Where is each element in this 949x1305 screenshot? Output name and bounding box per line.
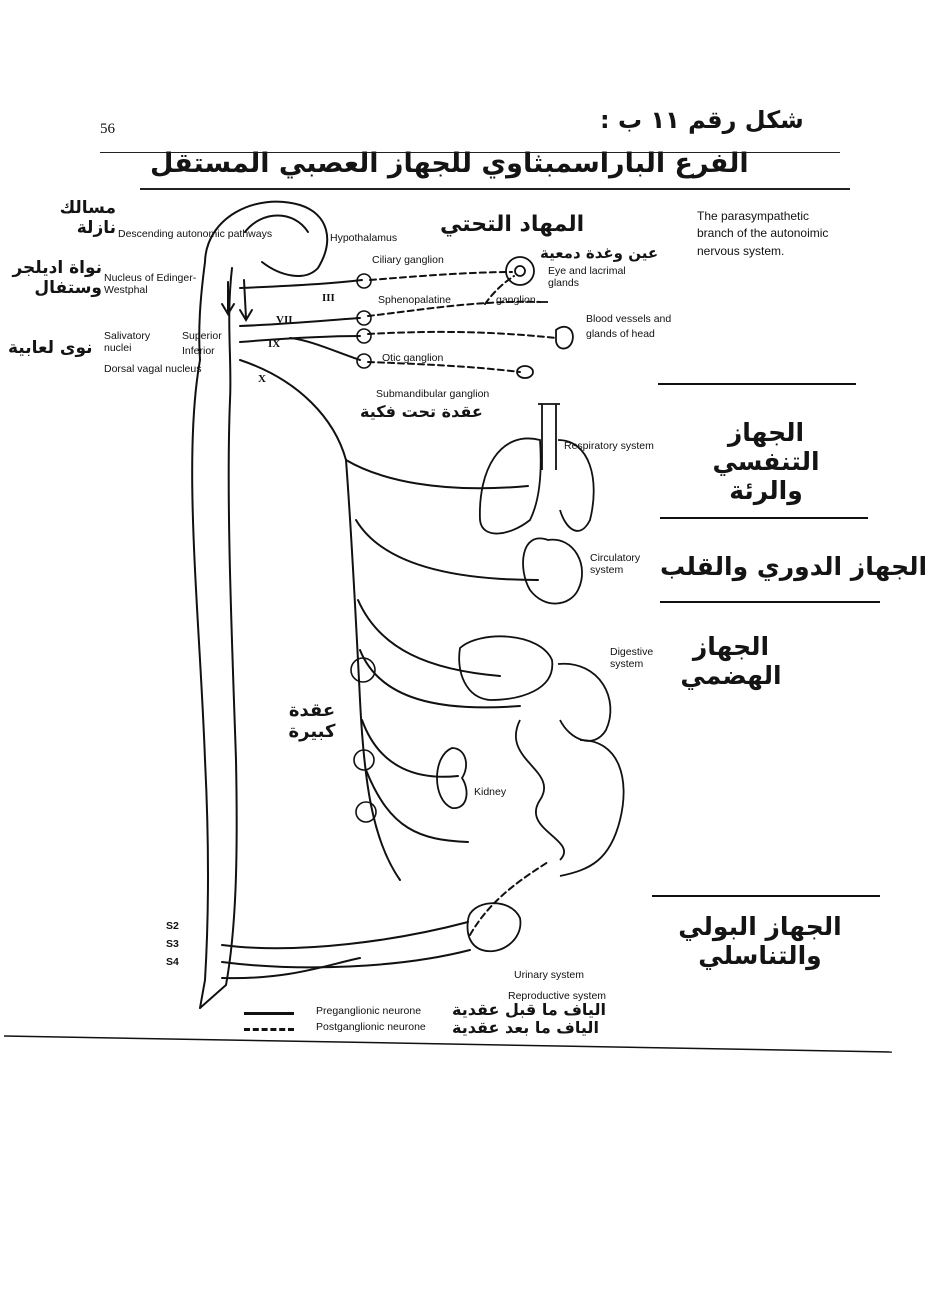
label-eye: Eye and lacrimal glands (548, 265, 626, 290)
note-circulatory: الجهاز الدوري والقلب (660, 552, 928, 581)
vagus-trunk (240, 360, 400, 880)
label-salivatory: Salivatory nuclei (104, 330, 151, 355)
label-s3: S3 (166, 938, 179, 950)
vagus-digestive-2 (360, 650, 520, 707)
spinal-cord-left (192, 360, 208, 1008)
note-ganglion: عقدة كبيرة (288, 700, 336, 742)
nerve-label-x: X (258, 373, 266, 385)
nerve-label-vii: VII (276, 314, 293, 326)
note-eye: عين وغدة دمعية (540, 244, 659, 262)
liver-organ (459, 636, 552, 700)
note-urogenital: الجهاز البولي والتناسلي (678, 912, 842, 970)
label-otic: Otic ganglion (382, 352, 444, 364)
nerve-submand-preganglionic (290, 338, 360, 360)
label-submand: Submandibular ganglion (376, 388, 490, 400)
label-s2: S2 (166, 920, 179, 932)
submand-ganglion-circle (357, 354, 371, 368)
label-reproductive: Reproductive system (508, 990, 607, 1002)
vagus-kidney (362, 720, 458, 777)
sacral-dash (470, 862, 548, 935)
figure-number-label: شكل رقم ١١ ب : (600, 106, 804, 134)
intestine-organ (516, 720, 624, 876)
label-respiratory: Respiratory system (564, 440, 654, 452)
page-number: 56 (100, 121, 115, 137)
note-nucleus: نواة اديلجر وستفال (12, 258, 102, 298)
label-descending: Descending autonomic pathways (118, 228, 273, 240)
note-submand: عقدة تحت فكية (360, 402, 483, 421)
label-hypothalamus: Hypothalamus (330, 232, 398, 244)
label-superior: Superior (182, 330, 222, 342)
legend-preganglionic-line (244, 1012, 294, 1015)
nerve-vii-preganglionic (240, 318, 360, 326)
note-hypothalamus: المهاد التحتي (440, 212, 585, 237)
stomach-organ (558, 664, 610, 741)
vagus-colon (366, 770, 468, 842)
figure-title-arabic: الفرع الباراسمبثاوي للجهاز العصبي المستقل (150, 148, 749, 179)
label-dorsal-vagal: Dorsal vagal nucleus (104, 363, 202, 375)
label-digestive: Digestive system (610, 646, 654, 671)
label-inferior: Inferior (182, 345, 215, 357)
page-bottom-rule (4, 1036, 892, 1052)
kidney-organ (437, 748, 467, 808)
legend-postganglionic-line (244, 1028, 294, 1031)
label-nucleus-ew: Nucleus of Edinger-Westphal (104, 272, 197, 297)
nerve-label-ix: IX (268, 338, 281, 350)
descending-arrow-2 (240, 280, 252, 320)
note-descending: مسالك نازلة (59, 198, 116, 238)
note-postganglionic: الياف ما بعد عقدية (452, 1018, 599, 1037)
note-salivary: نوى لعابية (8, 338, 93, 358)
legend-preganglionic-label: Preganglionic neurone (316, 1005, 422, 1017)
label-spheno: Sphenopalatine (378, 294, 451, 306)
label-circulatory: Circulatory system (590, 552, 641, 577)
nerve-iii-preganglionic (240, 280, 362, 288)
note-respiratory: الجهاز التنفسي والرئة (712, 418, 820, 505)
note-digestive: الجهاز الهضمي (680, 632, 782, 690)
label-ciliary: Ciliary ganglion (372, 254, 444, 266)
label-kidney: Kidney (474, 786, 507, 798)
label-urinary: Urinary system (514, 969, 585, 981)
nerve-ix-postganglionic (368, 332, 556, 338)
note-preganglionic: الياف ما قبل عقدية (452, 1000, 606, 1019)
label-s4: S4 (166, 956, 179, 968)
label-blood-vessels: Blood vessels and glands of head (586, 313, 672, 341)
label-spheno-ganglion: ganglion (496, 294, 536, 306)
legend-postganglionic-label: Postganglionic neurone (316, 1021, 426, 1033)
nerve-iii-postganglionic (370, 272, 512, 280)
eye-organ (506, 257, 534, 285)
spinal-cord-right (200, 268, 237, 1008)
vagus-respiratory (346, 460, 528, 488)
vagus-circulatory (356, 520, 538, 580)
nerve-label-iii: III (322, 292, 335, 304)
sacral-outflow-2 (222, 950, 470, 967)
sacral-outflow-1 (222, 922, 468, 948)
lung-left-organ (480, 438, 541, 533)
lung-right-organ (558, 440, 594, 531)
figure-caption: The parasympathetic branch of the autonoimic nervous system. (697, 209, 829, 258)
head-gland-organ (556, 327, 573, 349)
heart-organ (523, 538, 582, 603)
